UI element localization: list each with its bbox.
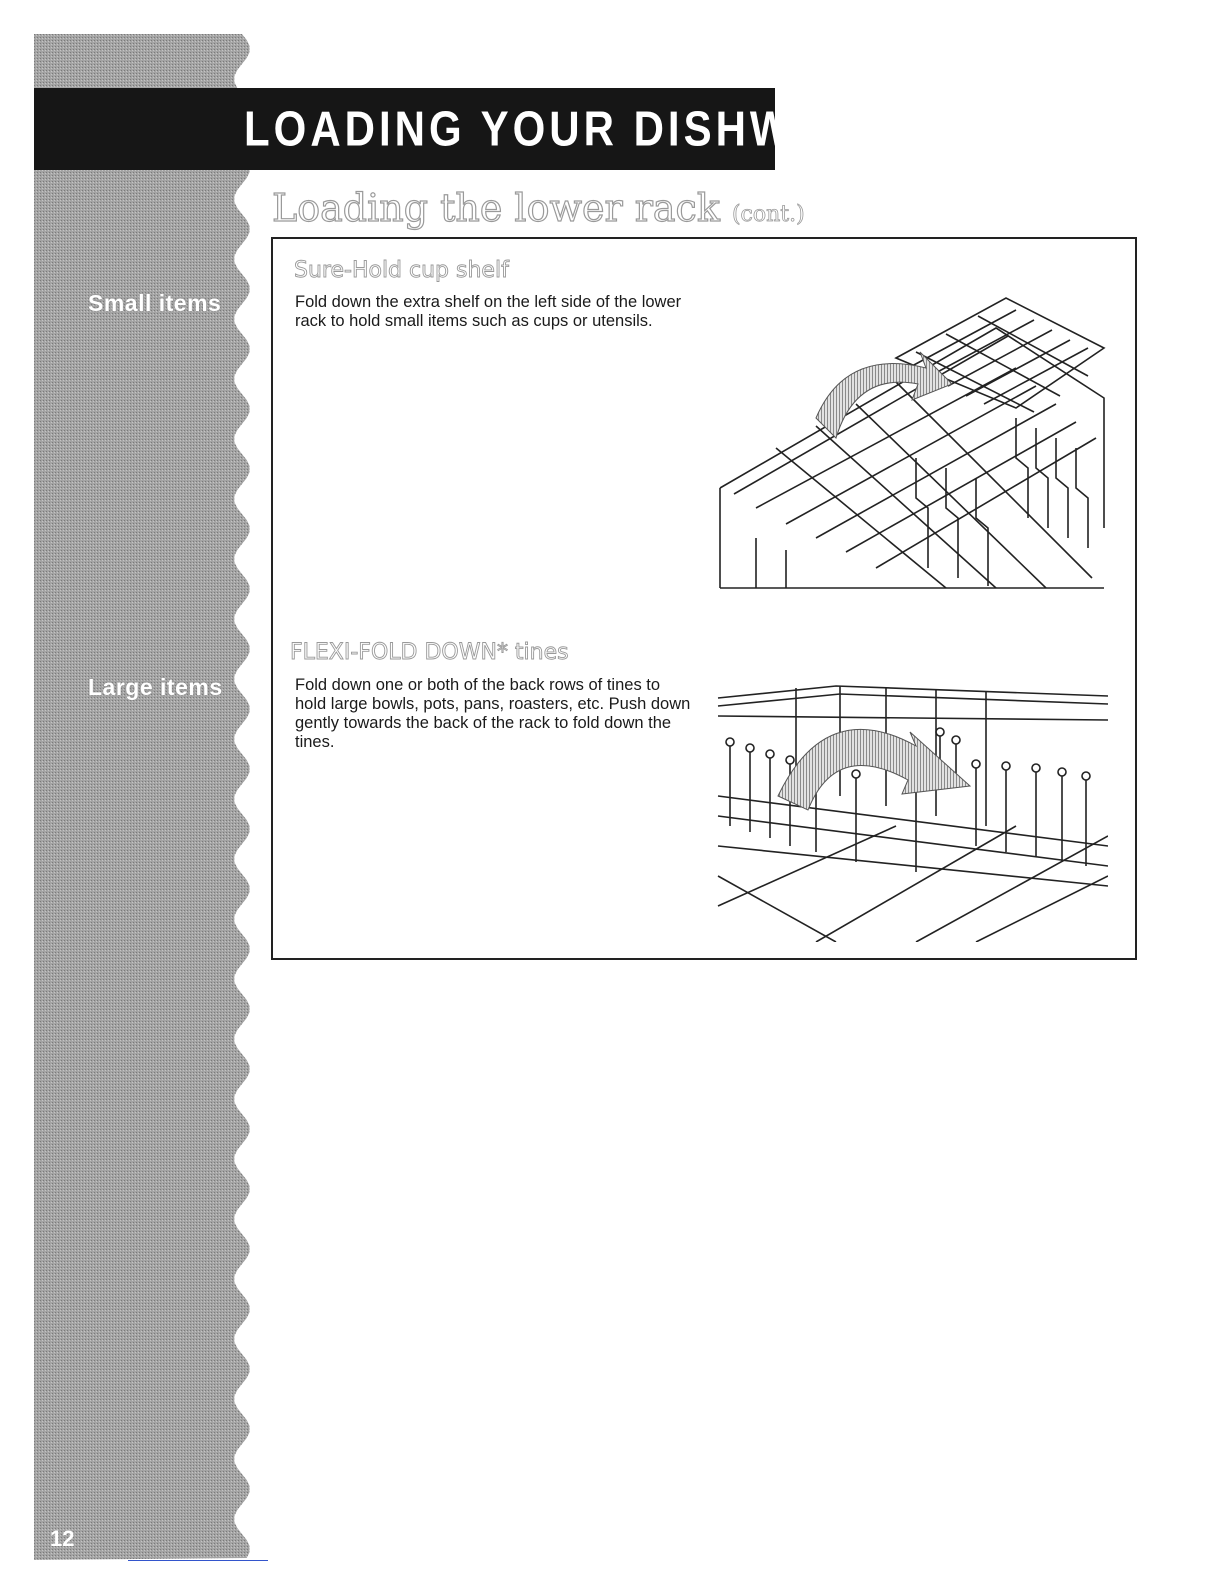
page-title: LOADING YOUR DISHWASHER	[244, 100, 959, 157]
fold-down-tines-icon	[716, 676, 1108, 942]
flexi-fold-tines-heading: FLEXI-FOLD DOWN* tines	[290, 640, 569, 665]
cup-shelf-text: Fold down the extra shelf on the left side of the lower rack to hold small items such as cups or utensils.	[295, 293, 682, 330]
footer-link-line	[128, 1560, 268, 1561]
sidebar-label-small-items: Small items	[88, 290, 222, 316]
cup-shelf-rack-icon	[716, 288, 1108, 590]
cup-shelf-heading: Sure-Hold cup shelf	[294, 258, 509, 283]
flexi-fold-tines-text: Fold down one or both of the back rows of tines to hold large bowls, pots, pans, roasters, etc. Push down gently towards the back of the rack to fold down the tines.	[295, 676, 691, 751]
section-title-text: Loading the lower rack	[272, 186, 720, 230]
section-title-suffix: (cont.)	[731, 202, 805, 227]
sidebar	[34, 34, 260, 1560]
page-number: 12	[50, 1526, 75, 1551]
sidebar-label-large-items: Large items	[88, 674, 223, 700]
section-title	[272, 186, 805, 230]
sidebar-background	[34, 34, 260, 1560]
